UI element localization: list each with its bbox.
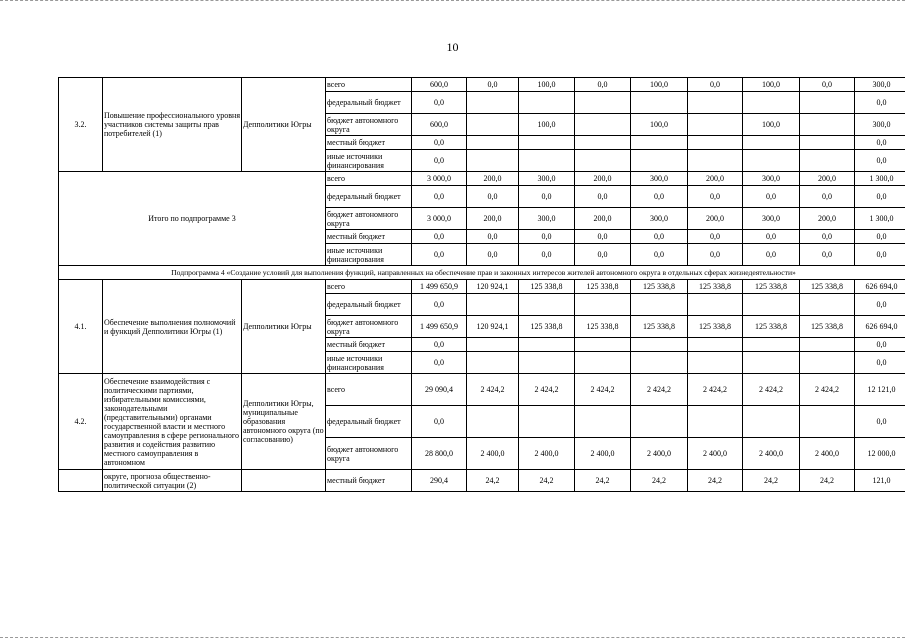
value-cell: 300,0 <box>855 78 905 92</box>
value-cell: 100,0 <box>519 114 575 136</box>
value-cell <box>467 150 519 172</box>
value-cell: 0,0 <box>412 136 467 150</box>
funding-source: федеральный бюджет <box>326 92 412 114</box>
value-cell <box>631 352 688 374</box>
value-cell: 1 300,0 <box>855 208 905 230</box>
value-cell <box>467 114 519 136</box>
value-cell: 125 338,8 <box>631 280 688 294</box>
value-cell <box>743 294 800 316</box>
scan-top-edge <box>0 0 905 4</box>
value-cell <box>743 150 800 172</box>
value-cell: 100,0 <box>743 114 800 136</box>
value-cell: 0,0 <box>800 230 855 244</box>
value-cell: 0,0 <box>743 230 800 244</box>
scan-bottom-edge <box>0 634 905 638</box>
value-cell <box>519 92 575 114</box>
row-number: 4.2. <box>59 374 103 470</box>
value-cell: 24,2 <box>575 470 631 492</box>
value-cell: 2 424,2 <box>631 374 688 406</box>
value-cell: 0,0 <box>855 352 905 374</box>
value-cell <box>631 136 688 150</box>
value-cell: 290,4 <box>412 470 467 492</box>
value-cell: 0,0 <box>412 244 467 266</box>
value-cell: 0,0 <box>743 244 800 266</box>
value-cell: 2 424,2 <box>688 374 743 406</box>
value-cell: 2 400,0 <box>467 438 519 470</box>
value-cell <box>467 406 519 438</box>
table-row <box>59 172 905 186</box>
funding-source: бюджет автономного округа <box>326 316 412 338</box>
value-cell: 12 121,0 <box>855 374 905 406</box>
value-cell: 0,0 <box>800 186 855 208</box>
value-cell: 0,0 <box>467 230 519 244</box>
funding-source: иные источники финансирования <box>326 150 412 172</box>
funding-source: бюджет автономного округа <box>326 114 412 136</box>
funding-source: местный бюджет <box>326 470 412 492</box>
value-cell: 1 499 650,9 <box>412 280 467 294</box>
value-cell <box>575 150 631 172</box>
value-cell: 2 424,2 <box>575 374 631 406</box>
value-cell: 0,0 <box>631 230 688 244</box>
subprogram-title-row <box>59 266 905 280</box>
value-cell <box>631 150 688 172</box>
value-cell: 3 000,0 <box>412 208 467 230</box>
value-cell: 125 338,8 <box>688 316 743 338</box>
value-cell <box>467 338 519 352</box>
row-number: 4.1. <box>59 280 103 374</box>
value-cell: 0,0 <box>688 244 743 266</box>
measure-name: Обеспечение выполнения полномочий и функций Депполитики Югры (1) <box>103 280 242 374</box>
value-cell: 100,0 <box>743 78 800 92</box>
value-cell: 0,0 <box>412 352 467 374</box>
value-cell <box>743 136 800 150</box>
value-cell <box>575 406 631 438</box>
value-cell: 0,0 <box>688 186 743 208</box>
funding-source: всего <box>326 280 412 294</box>
value-cell: 2 424,2 <box>519 374 575 406</box>
value-cell: 626 694,0 <box>855 316 905 338</box>
value-cell <box>575 338 631 352</box>
measure-name: Повышение профессионального уровня участников системы защиты прав потребителей (1) <box>103 78 242 172</box>
value-cell: 0,0 <box>855 92 905 114</box>
value-cell: 0,0 <box>743 186 800 208</box>
value-cell: 0,0 <box>519 244 575 266</box>
value-cell: 125 338,8 <box>575 316 631 338</box>
value-cell: 600,0 <box>412 114 467 136</box>
value-cell: 0,0 <box>800 78 855 92</box>
value-cell <box>631 406 688 438</box>
value-cell <box>743 406 800 438</box>
value-cell: 1 300,0 <box>855 172 905 186</box>
value-cell: 29 090,4 <box>412 374 467 406</box>
value-cell: 2 424,2 <box>800 374 855 406</box>
value-cell: 0,0 <box>467 78 519 92</box>
value-cell: 12 000,0 <box>855 438 905 470</box>
value-cell: 600,0 <box>412 78 467 92</box>
value-cell: 0,0 <box>800 244 855 266</box>
value-cell: 2 400,0 <box>688 438 743 470</box>
subprogram-total-label: Итого по подпрограмме 3 <box>59 172 326 266</box>
value-cell: 2 400,0 <box>800 438 855 470</box>
value-cell: 24,2 <box>800 470 855 492</box>
value-cell: 24,2 <box>743 470 800 492</box>
value-cell: 125 338,8 <box>519 316 575 338</box>
value-cell: 1 499 650,9 <box>412 316 467 338</box>
measure-name: Обеспечение взаимодействия с политическими партиями, избирательными комиссиями, законодательными (представительными) органами государственной власти и местного самоуправления в сфере регионального развития и содействия развитию местного самоуправления в автономном <box>103 374 242 470</box>
value-cell: 0,0 <box>855 186 905 208</box>
value-cell: 125 338,8 <box>800 316 855 338</box>
funding-source: федеральный бюджет <box>326 186 412 208</box>
value-cell: 300,0 <box>743 208 800 230</box>
funding-source: бюджет автономного округа <box>326 438 412 470</box>
value-cell <box>743 92 800 114</box>
value-cell: 121,0 <box>855 470 905 492</box>
value-cell: 125 338,8 <box>743 316 800 338</box>
value-cell: 2 424,2 <box>467 374 519 406</box>
value-cell: 125 338,8 <box>800 280 855 294</box>
value-cell <box>575 92 631 114</box>
value-cell <box>519 150 575 172</box>
funding-source: местный бюджет <box>326 338 412 352</box>
subprogram-title: Подпрограмма 4 «Создание условий для выполнения функций, направленных на обеспечение прав и законных интересов жителей автономного округа в отдельных сферах жизнедеятельности» <box>59 266 905 280</box>
value-cell <box>800 294 855 316</box>
value-cell: 2 424,2 <box>743 374 800 406</box>
value-cell: 0,0 <box>855 294 905 316</box>
value-cell <box>800 338 855 352</box>
funding-source: всего <box>326 78 412 92</box>
value-cell: 0,0 <box>855 406 905 438</box>
value-cell: 120 924,1 <box>467 316 519 338</box>
value-cell: 0,0 <box>412 230 467 244</box>
value-cell: 100,0 <box>519 78 575 92</box>
value-cell: 0,0 <box>575 244 631 266</box>
value-cell: 300,0 <box>855 114 905 136</box>
value-cell: 0,0 <box>412 338 467 352</box>
funding-source: иные источники финансирования <box>326 352 412 374</box>
value-cell: 300,0 <box>743 172 800 186</box>
value-cell: 200,0 <box>800 208 855 230</box>
row-number-cont <box>59 470 103 492</box>
value-cell: 2 400,0 <box>519 438 575 470</box>
value-cell <box>575 136 631 150</box>
value-cell: 125 338,8 <box>519 280 575 294</box>
value-cell: 100,0 <box>631 78 688 92</box>
value-cell <box>519 136 575 150</box>
value-cell: 0,0 <box>575 186 631 208</box>
funding-source: бюджет автономного округа <box>326 208 412 230</box>
value-cell: 24,2 <box>519 470 575 492</box>
value-cell <box>800 92 855 114</box>
value-cell: 0,0 <box>688 78 743 92</box>
value-cell: 0,0 <box>519 230 575 244</box>
value-cell <box>467 136 519 150</box>
value-cell: 626 694,0 <box>855 280 905 294</box>
value-cell <box>575 114 631 136</box>
value-cell: 0,0 <box>412 294 467 316</box>
value-cell: 0,0 <box>575 230 631 244</box>
value-cell: 300,0 <box>631 172 688 186</box>
funding-source: иные источники финансирования <box>326 244 412 266</box>
value-cell: 0,0 <box>412 406 467 438</box>
value-cell <box>467 92 519 114</box>
value-cell <box>519 406 575 438</box>
value-cell: 300,0 <box>519 172 575 186</box>
table-row <box>59 470 905 492</box>
value-cell: 200,0 <box>688 172 743 186</box>
value-cell: 24,2 <box>688 470 743 492</box>
value-cell: 0,0 <box>855 338 905 352</box>
funding-source: всего <box>326 374 412 406</box>
value-cell: 0,0 <box>575 78 631 92</box>
value-cell <box>467 294 519 316</box>
value-cell <box>688 294 743 316</box>
value-cell: 200,0 <box>575 172 631 186</box>
value-cell: 0,0 <box>412 150 467 172</box>
value-cell: 0,0 <box>519 186 575 208</box>
value-cell <box>575 294 631 316</box>
value-cell <box>800 150 855 172</box>
value-cell <box>519 352 575 374</box>
value-cell <box>467 352 519 374</box>
value-cell <box>631 92 688 114</box>
funding-source: федеральный бюджет <box>326 406 412 438</box>
value-cell: 300,0 <box>631 208 688 230</box>
value-cell: 0,0 <box>631 186 688 208</box>
table-row <box>59 78 905 92</box>
value-cell: 28 800,0 <box>412 438 467 470</box>
executor: Депполитики Югры, муниципальные образования автономного округа (по согласованию) <box>242 374 326 470</box>
funding-source: местный бюджет <box>326 136 412 150</box>
value-cell <box>631 294 688 316</box>
value-cell <box>800 406 855 438</box>
value-cell <box>519 338 575 352</box>
value-cell: 125 338,8 <box>688 280 743 294</box>
table-row <box>59 374 905 406</box>
value-cell: 0,0 <box>855 136 905 150</box>
value-cell <box>631 338 688 352</box>
value-cell: 120 924,1 <box>467 280 519 294</box>
value-cell <box>575 352 631 374</box>
value-cell: 3 000,0 <box>412 172 467 186</box>
executor: Депполитики Югры <box>242 78 326 172</box>
value-cell <box>688 150 743 172</box>
funding-source: федеральный бюджет <box>326 294 412 316</box>
value-cell: 0,0 <box>688 230 743 244</box>
value-cell: 125 338,8 <box>743 280 800 294</box>
value-cell: 0,0 <box>412 92 467 114</box>
row-number: 3.2. <box>59 78 103 172</box>
table-row <box>59 280 905 294</box>
value-cell <box>688 338 743 352</box>
value-cell <box>800 352 855 374</box>
budget-table <box>58 77 905 492</box>
funding-source: всего <box>326 172 412 186</box>
value-cell: 300,0 <box>519 208 575 230</box>
value-cell <box>688 352 743 374</box>
executor-cont <box>242 470 326 492</box>
value-cell: 200,0 <box>575 208 631 230</box>
page-number: 10 <box>446 40 459 54</box>
value-cell: 0,0 <box>855 230 905 244</box>
value-cell: 0,0 <box>412 186 467 208</box>
value-cell: 200,0 <box>688 208 743 230</box>
value-cell: 24,2 <box>631 470 688 492</box>
value-cell <box>688 114 743 136</box>
value-cell: 125 338,8 <box>575 280 631 294</box>
value-cell <box>519 294 575 316</box>
funding-source: местный бюджет <box>326 230 412 244</box>
value-cell <box>800 136 855 150</box>
value-cell: 200,0 <box>467 208 519 230</box>
executor: Депполитики Югры <box>242 280 326 374</box>
value-cell: 0,0 <box>631 244 688 266</box>
value-cell: 125 338,8 <box>631 316 688 338</box>
value-cell: 24,2 <box>467 470 519 492</box>
value-cell <box>688 406 743 438</box>
value-cell: 2 400,0 <box>631 438 688 470</box>
value-cell <box>743 352 800 374</box>
value-cell: 0,0 <box>467 186 519 208</box>
value-cell: 2 400,0 <box>575 438 631 470</box>
value-cell <box>688 92 743 114</box>
value-cell: 0,0 <box>855 244 905 266</box>
value-cell: 200,0 <box>467 172 519 186</box>
value-cell: 2 400,0 <box>743 438 800 470</box>
value-cell: 200,0 <box>800 172 855 186</box>
value-cell <box>800 114 855 136</box>
value-cell: 0,0 <box>467 244 519 266</box>
value-cell: 0,0 <box>855 150 905 172</box>
value-cell <box>688 136 743 150</box>
measure-name-cont: округе, прогноза общественно-политической ситуации (2) <box>103 470 242 492</box>
value-cell: 100,0 <box>631 114 688 136</box>
value-cell <box>743 338 800 352</box>
